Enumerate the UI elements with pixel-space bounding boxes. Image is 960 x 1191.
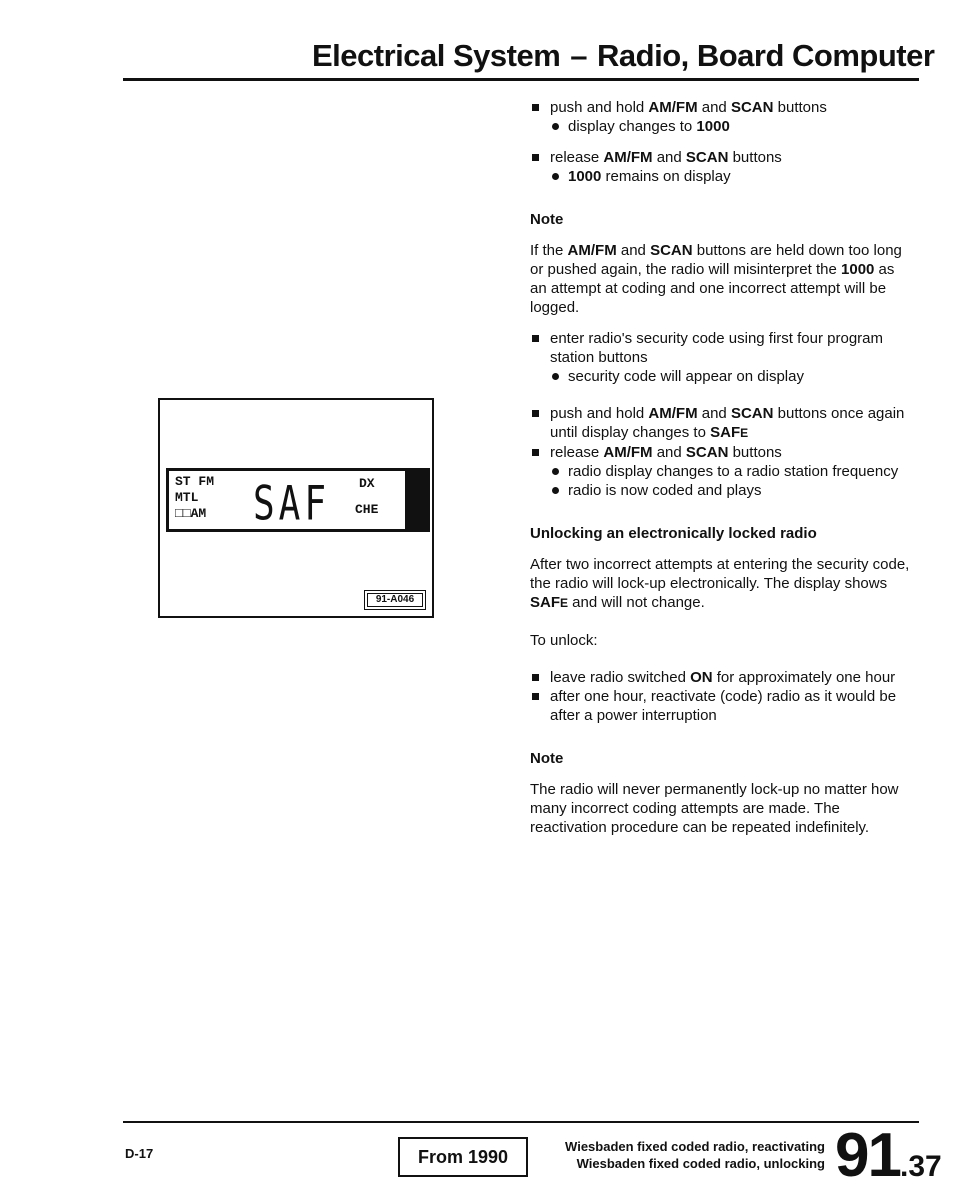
step-push-hold: push and hold AM/FM and SCAN buttons bbox=[530, 98, 915, 117]
header-topic: Radio, Board Computer bbox=[597, 38, 935, 73]
instructions-column bbox=[530, 98, 915, 837]
substep-1000-remains: 1000 remains on display bbox=[530, 167, 915, 186]
group-minor: 37 bbox=[908, 1150, 942, 1183]
note-heading-2: Note bbox=[530, 750, 564, 767]
group-major: 91 bbox=[835, 1121, 900, 1190]
radio-display bbox=[166, 468, 430, 532]
from-year-box: From 1990 bbox=[398, 1137, 528, 1177]
page-id: D-17 bbox=[125, 1146, 154, 1161]
group-dot: . bbox=[899, 1150, 909, 1183]
indicator-mtl: MTL bbox=[175, 490, 199, 505]
footer-topic-unlocking: Wiesbaden fixed coded radio, unlocking bbox=[576, 1156, 825, 1171]
step-push-hold-again: push and hold AM/FM and SCAN buttons once again until display changes to SAFE bbox=[530, 404, 915, 443]
page-header bbox=[312, 38, 934, 74]
note-text-1: If the AM/FM and SCAN buttons are held down too long or pushed again, the radio will misinterpret the 1000 as an attempt at coding and one incorrect attempt will be logged. bbox=[530, 242, 902, 316]
indicator-am: □□AM bbox=[175, 506, 207, 521]
unlock-heading: Unlocking an electronically locked radio bbox=[530, 525, 817, 542]
substep-code-appears: security code will appear on display bbox=[530, 367, 915, 386]
footer-topics bbox=[555, 1138, 825, 1172]
figure-code-frame bbox=[367, 593, 423, 607]
unlock-paragraph: After two incorrect attempts at entering the security code, the radio will lock-up electronically. The display shows SAFE and will not change. bbox=[530, 556, 910, 611]
repair-group-number bbox=[835, 1120, 942, 1191]
figure-code-text: 91-A046 bbox=[375, 594, 415, 605]
step-release: release AM/FM and SCAN buttons bbox=[530, 148, 915, 167]
header-separator: – bbox=[570, 38, 588, 73]
segment-display-text: SAF bbox=[253, 478, 331, 532]
header-section: Electrical System bbox=[312, 38, 561, 73]
substep-station-frequency: radio display changes to a radio station frequency bbox=[530, 462, 915, 481]
step-leave-on: leave radio switched ON for approximately one hour bbox=[530, 668, 915, 687]
note-heading-1: Note bbox=[530, 211, 564, 228]
step-release-again: release AM/FM and SCAN buttons bbox=[530, 443, 915, 462]
indicator-st-fm: ST FM bbox=[175, 474, 215, 489]
step-reactivate: after one hour, reactivate (code) radio as it would be after a power interruption bbox=[530, 687, 915, 725]
substep-coded-plays: radio is now coded and plays bbox=[530, 481, 915, 500]
note-text-2: The radio will never permanently lock-up no matter how many incorrect coding attempts are made. The reactivation procedure can be repeated indefinitely. bbox=[530, 781, 899, 836]
footer-rule bbox=[123, 1121, 919, 1123]
indicator-dx: DX bbox=[359, 476, 375, 491]
radio-display-figure bbox=[158, 398, 434, 618]
indicator-che: CHE bbox=[355, 502, 379, 517]
to-unlock-label: To unlock: bbox=[530, 632, 598, 649]
step-enter-code: enter radio's security code using first four program station buttons bbox=[530, 329, 915, 367]
footer-topic-reactivating: Wiesbaden fixed coded radio, reactivating bbox=[565, 1139, 825, 1154]
header-rule bbox=[123, 78, 919, 81]
substep-display-1000: display changes to 1000 bbox=[530, 117, 915, 136]
display-edge-bar bbox=[405, 471, 427, 529]
figure-code bbox=[364, 590, 426, 610]
